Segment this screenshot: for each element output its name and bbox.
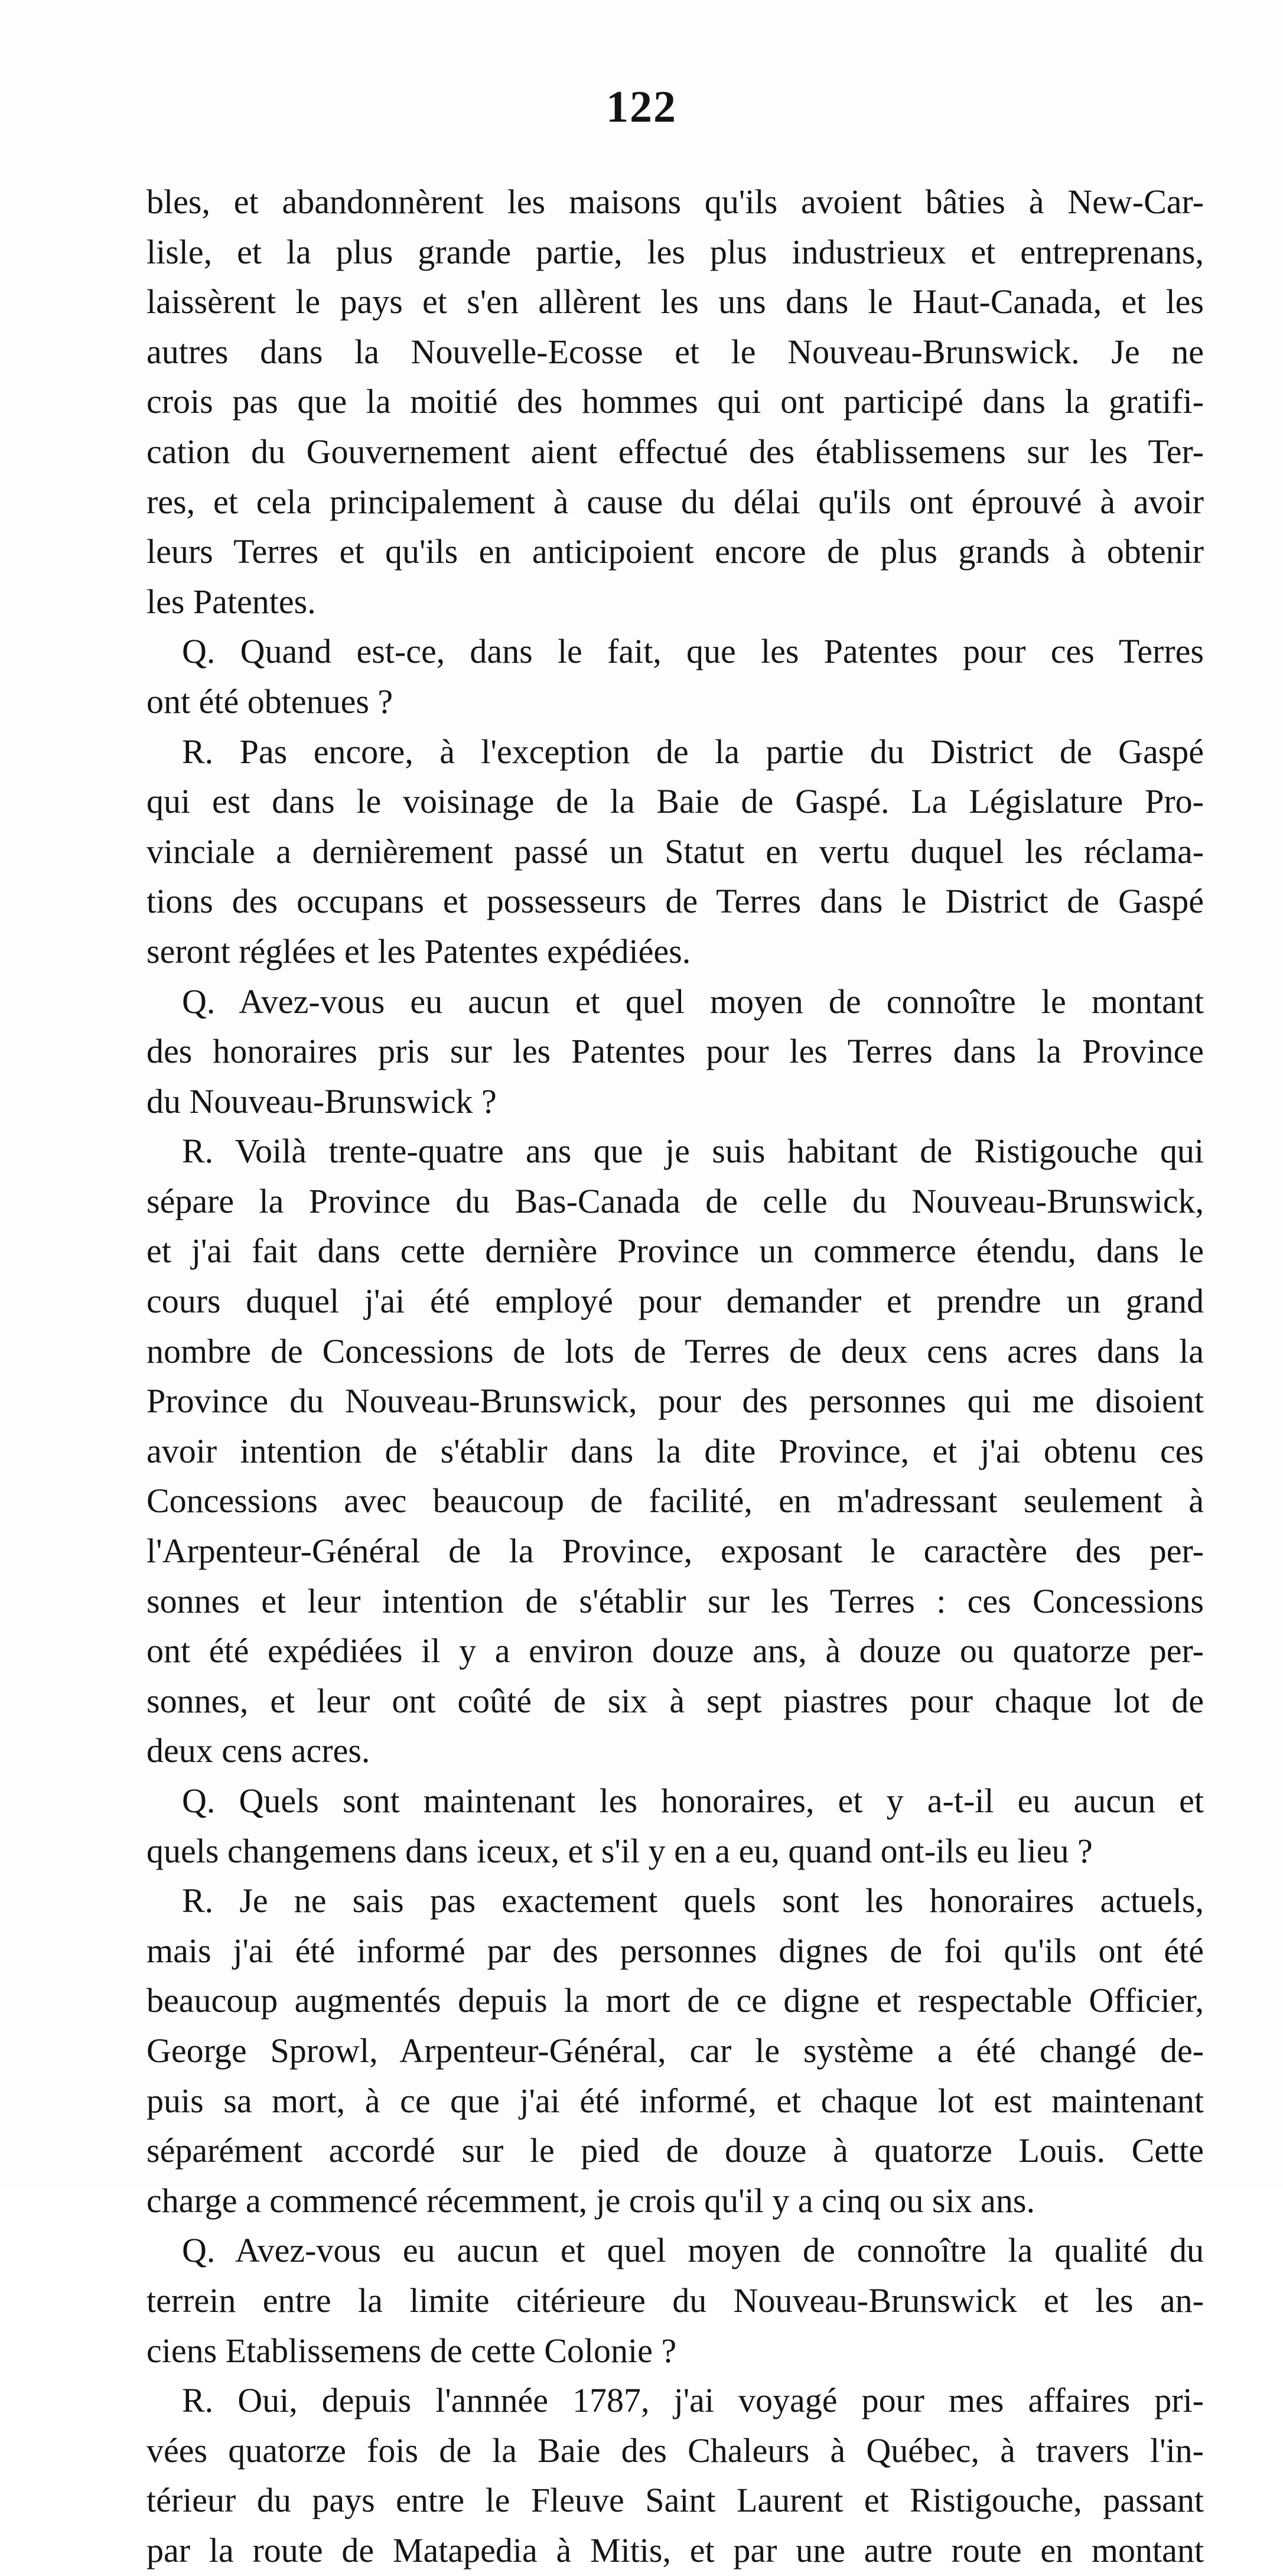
text-line: qui est dans le voisinage de la Baie de Gaspé. La Législature Pro- — [146, 782, 1204, 821]
text-line: les Patentes. — [146, 582, 316, 621]
text-line: cours duquel j'ai été employé pour demander et prendre un grand — [146, 1282, 1204, 1321]
text-line: quels changemens dans iceux, et s'il y en a eu, quand ont-ils eu lieu ? — [146, 1831, 1093, 1870]
text-line: cation du Gouvernement aient effectué des établissemens sur les Ter- — [146, 432, 1204, 471]
text-line: R. Oui, depuis l'annnée 1787, j'ai voyagé pour mes affaires pri- — [182, 2381, 1204, 2420]
body-text — [146, 177, 1204, 2576]
text-line: R. Pas encore, à l'exception de la partie du District de Gaspé — [182, 732, 1204, 771]
text-line: bles, et abandonnèrent les maisons qu'ils avoient bâties à New-Car- — [146, 183, 1204, 221]
text-line: R. Voilà trente-quatre ans que je suis habitant de Ristigouche qui — [182, 1132, 1204, 1171]
text-line: tions des occupans et possesseurs de Terres dans le District de Gaspé — [146, 882, 1204, 921]
text-line: et j'ai fait dans cette dernière Province un commerce étendu, dans le — [146, 1232, 1204, 1271]
text-line: leurs Terres et qu'ils en anticipoient encore de plus grands à obtenir — [146, 532, 1204, 571]
text-line: par la route de Matapedia à Mitis, et par une autre route en montant — [146, 2531, 1204, 2570]
text-line: vées quatorze fois de la Baie des Chaleurs à Québec, à travers l'in- — [146, 2431, 1204, 2470]
text-line: puis sa mort, à ce que j'ai été informé, et chaque lot est maintenant — [146, 2081, 1204, 2120]
text-line: Province du Nouveau-Brunswick, pour des personnes qui me disoient — [146, 1382, 1204, 1421]
text-line: Q. Avez-vous eu aucun et quel moyen de connoître le montant — [182, 982, 1204, 1021]
text-line: sépare la Province du Bas-Canada de celle du Nouveau-Brunswick, — [146, 1181, 1204, 1220]
text-line: beaucoup augmentés depuis la mort de ce digne et respectable Officier, — [146, 1981, 1204, 2020]
text-line: Q. Avez-vous eu aucun et quel moyen de connoître la qualité du — [182, 2231, 1204, 2270]
text-line: crois pas que la moitié des hommes qui ont participé dans la gratifi- — [146, 382, 1204, 421]
text-line: ont été obtenues ? — [146, 682, 393, 721]
text-line: laissèrent le pays et s'en allèrent les uns dans le Haut-Canada, et les — [146, 282, 1204, 321]
text-line: sonnes et leur intention de s'établir sur les Terres : ces Concessions — [146, 1581, 1204, 1620]
text-line: charge a commencé récemment, je crois qu'il y a cinq ou six ans. — [146, 2181, 1035, 2220]
text-line: Q. Quels sont maintenant les honoraires, et y a-t-il eu aucun et — [182, 1782, 1204, 1820]
text-line: avoir intention de s'établir dans la dite Province, et j'ai obtenu ces — [146, 1431, 1204, 1470]
text-line: du Nouveau-Brunswick ? — [146, 1082, 497, 1121]
page-number: 122 — [606, 82, 677, 132]
text-line: ciens Etablissemens de cette Colonie ? — [146, 2331, 677, 2370]
text-line: térieur du pays entre le Fleuve Saint Laurent et Ristigouche, passant — [146, 2481, 1204, 2520]
text-line: Concessions avec beaucoup de facilité, en m'adressant seulement à — [146, 1481, 1204, 1520]
text-line: mais j'ai été informé par des personnes dignes de foi qu'ils ont été — [146, 1931, 1204, 1970]
text-line: des honoraires pris sur les Patentes pour les Terres dans la Province — [146, 1032, 1204, 1071]
text-line: res, et cela principalement à cause du délai qu'ils ont éprouvé à avoir — [146, 482, 1204, 521]
text-line: séparément accordé sur le pied de douze à quatorze Louis. Cette — [146, 2131, 1204, 2170]
text-line: nombre de Concessions de lots de Terres de deux cens acres dans la — [146, 1331, 1204, 1370]
text-line: deux cens acres. — [146, 1731, 370, 1770]
text-line: ont été expédiées il y a environ douze ans, à douze ou quatorze per- — [146, 1631, 1204, 1670]
text-line: seront réglées et les Patentes expédiées. — [146, 932, 691, 971]
text-line: autres dans la Nouvelle-Ecosse et le Nouveau-Brunswick. Je ne — [146, 332, 1204, 371]
text-line: terrein entre la limite citérieure du Nouveau-Brunswick et les an- — [146, 2281, 1204, 2320]
text-line: George Sprowl, Arpenteur-Général, car le système a été changé de- — [146, 2031, 1204, 2070]
text-line: l'Arpenteur-Général de la Province, exposant le caractère des per- — [146, 1532, 1204, 1571]
text-line: sonnes, et leur ont coûté de six à sept piastres pour chaque lot de — [146, 1681, 1204, 1720]
text-line: vinciale a dernièrement passé un Statut en vertu duquel les réclama- — [146, 832, 1204, 871]
text-line: R. Je ne sais pas exactement quels sont les honoraires actuels, — [182, 1881, 1204, 1920]
text-line: lisle, et la plus grande partie, les plus industrieux et entreprenans, — [146, 232, 1204, 271]
text-line: Q. Quand est-ce, dans le fait, que les Patentes pour ces Terres — [182, 632, 1204, 671]
